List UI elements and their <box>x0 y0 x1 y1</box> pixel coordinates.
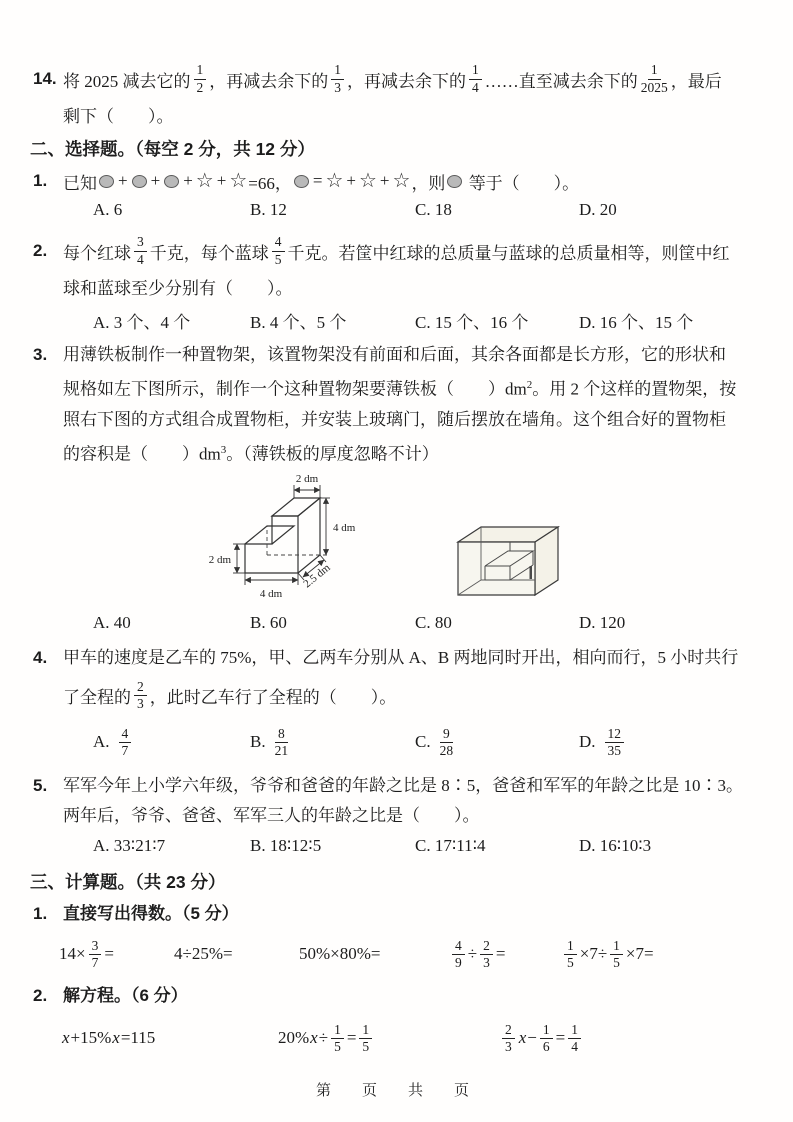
question-3-figures <box>195 473 765 605</box>
solve-question-2 <box>33 981 765 1011</box>
variable-x: x <box>310 1028 318 1048</box>
expression: $\frac{4}{9}$ ÷ $\frac{2}{3}$ = <box>449 939 561 970</box>
dim-label-top: 2 dm <box>295 473 319 486</box>
question-14-line2: 剩下（ ）。 <box>63 107 174 126</box>
question-number: 1. <box>33 171 48 190</box>
option: D. $\frac{12}{35}$ <box>579 727 765 758</box>
question-text: 将 2025 减去它的 <box>63 71 191 91</box>
option: A. 40 <box>93 613 131 633</box>
section-3-title: 三、计算题。（共 23 分） <box>30 872 226 893</box>
calc-question-1 <box>33 899 765 929</box>
circle-icon <box>132 175 147 188</box>
option: A. $\frac{4}{7}$ <box>93 727 250 758</box>
fraction: $\frac{3}{4}$ <box>134 235 147 266</box>
fraction: $\frac{1}{5}$ <box>610 939 623 970</box>
variable-x: x <box>112 1028 120 1048</box>
solve-2-title: 解方程。（6 分） <box>63 986 188 1006</box>
option: B. 18∶12∶5 <box>250 836 322 856</box>
choice-question-5 <box>33 771 765 861</box>
dim-label-right: 4 dm <box>333 522 356 535</box>
circle-icon <box>99 175 114 188</box>
choice-4-options <box>93 717 765 767</box>
choice-5-options <box>93 831 765 861</box>
fraction: $\frac{1}{3}$ <box>331 63 344 94</box>
choice-2-options <box>93 304 765 336</box>
calc-1-title: 直接写出得数。（5 分） <box>63 904 239 924</box>
choice-3-line1: 用薄铁板制作一种置物架，该置物架没有前面和后面，其余各面都是长方形，它的形状和 <box>63 345 726 364</box>
fraction: $\frac{1}{5}$ <box>564 939 577 970</box>
choice-5-line2: 两年后，爷爷、爸爸、军军三人的年龄之比是（ ）。 <box>63 806 480 826</box>
fraction: $\frac{9}{28}$ <box>439 725 454 758</box>
note-text: （薄铁板的厚度忽略不计） <box>243 444 439 464</box>
option: B. 4 个、5 个 <box>250 312 347 332</box>
option: B. 12 <box>250 200 287 219</box>
fraction: $\frac{2}{3}$ <box>134 680 147 711</box>
calc-expressions-row <box>59 929 765 979</box>
circle-icon <box>294 175 309 188</box>
fraction: $\frac{4}{5}$ <box>272 235 285 266</box>
choice-3-line2: 规格如左下图所示，制作一个这种置物架要薄铁板（ ）$dm^2$。用 2 个这样的置物架，按 <box>63 379 737 399</box>
question-text: ……直至减去余下的 <box>484 71 638 91</box>
fraction: $\frac{3}{7}$ <box>89 939 102 970</box>
question-14 <box>33 56 765 132</box>
fraction: $\frac{12}{35}$ <box>605 727 625 758</box>
figure-cabinet-diagram <box>440 513 580 605</box>
footer-page-label: 第 页 共 页 <box>315 1083 477 1099</box>
option: D. 16 个、15 个 <box>579 312 694 332</box>
equation: x +15% x =115 <box>62 1028 156 1048</box>
fraction: $\frac{1}{4}$ <box>568 1023 581 1054</box>
fraction: $\frac{1}{2}$ <box>194 63 207 94</box>
option: C. 15 个、16 个 <box>415 312 529 332</box>
fraction: $\frac{2}{3}$ <box>502 1023 515 1054</box>
dim-label-left: 2 dm <box>208 554 231 567</box>
question-number: 2. <box>33 241 48 260</box>
dim-label-bottom: 4 dm <box>259 588 283 601</box>
choice-question-1 <box>33 166 765 224</box>
expression: 14× $\frac{3}{7}$ = <box>59 937 114 970</box>
fraction: $\frac{1}{6}$ <box>540 1023 553 1054</box>
choice-3-options <box>93 609 765 637</box>
option: D. 16∶10∶3 <box>579 836 652 856</box>
question-number: 2. <box>33 986 48 1006</box>
choice-question-3 <box>33 340 765 469</box>
choice-4-line1: 甲车的速度是乙车的 75%，甲、乙两车分别从 A、B 两地同时开出，相向而行，5 小时共行 <box>63 648 739 668</box>
question-14-line1 <box>63 56 765 102</box>
expression: $\frac{1}{5}$ ×7÷ $\frac{1}{5}$ ×7= <box>561 939 765 970</box>
solve-equations-row <box>61 1011 765 1065</box>
expression: 50%×80%= <box>299 944 381 964</box>
option: A. 33∶21∶7 <box>93 836 166 856</box>
option: B. 60 <box>250 613 287 633</box>
choice-1-options <box>93 196 765 224</box>
option: D. 20 <box>579 200 617 219</box>
star-icon: ☆ <box>195 170 214 192</box>
circle-icon <box>447 175 462 188</box>
question-text: ，最后 <box>670 71 722 91</box>
choice-question-4 <box>33 643 765 767</box>
choice-3-line4: 的容积是（ ）$dm^3$。（薄铁板的厚度忽略不计） <box>63 443 439 464</box>
star-icon: ☆ <box>325 170 344 192</box>
fraction: $\frac{1}{2025}$ <box>640 62 668 95</box>
fraction: $\frac{1}{5}$ <box>359 1023 372 1054</box>
star-icon: ☆ <box>392 170 411 192</box>
option: D. 120 <box>579 613 626 633</box>
choice-5-line1: 军军今年上小学六年级，爷爷和爸爸的年龄之比是 8∶5，爸爸和军军的年龄之比是 10∶3。 <box>63 776 743 796</box>
variable-x: x <box>62 1028 70 1048</box>
variable-x: x <box>518 1028 527 1048</box>
fraction: $\frac{1}{5}$ <box>331 1023 344 1054</box>
figure-shelf-diagram <box>195 473 395 605</box>
option: A. 3 个、4 个 <box>93 312 191 332</box>
fraction: $\frac{2}{3}$ <box>480 939 493 970</box>
fraction: $\frac{1}{4}$ <box>469 63 482 94</box>
choice-3-line3: 照右下图的方式组合成置物柜，并安装上玻璃门，随后摆放在墙角。这个组合好的置物柜 <box>63 409 726 429</box>
question-number: 3. <box>33 345 48 364</box>
fraction: $\frac{8}{21}$ <box>274 725 289 758</box>
option: B. $\frac{8}{21}$ <box>250 725 289 758</box>
equation: 20% x ÷ $\frac{1}{5}$ = $\frac{1}{5}$ <box>278 1023 499 1054</box>
dim-label-depth: 2.5 dm <box>301 562 333 591</box>
section-2-title: 二、选择题。（每空 2 分，共 12 分） <box>30 139 315 159</box>
choice-2-stem-line2: 球和蓝球至少分别有（ ）。 <box>63 279 293 298</box>
fraction: $\frac{4}{7}$ <box>119 727 132 758</box>
star-icon: ☆ <box>358 170 377 192</box>
choice-2-stem-line1: 每个红球 $\frac{3}{4}$ 千克，每个蓝球 $\frac{4}{5}$ 千克。若筐中红球的总质量与蓝球的总质量相等，则筐中红 <box>63 234 730 267</box>
circle-icon <box>164 175 179 188</box>
choice-4-line2: 了全程的 $\frac{2}{3}$ ，此时乙车行了全程的（ ）。 <box>63 678 397 711</box>
option: A. 6 <box>93 200 123 219</box>
fraction: $\frac{4}{9}$ <box>452 939 465 970</box>
choice-1-stem: 已知 + + + ☆ + ☆ =66， = ☆ + ☆ + ☆ ，则 等于（ ）。 <box>63 170 580 193</box>
choice-3-options-row <box>33 609 765 637</box>
superscript: 3 <box>220 443 227 456</box>
option: C. 80 <box>415 613 452 633</box>
question-text: ，再减去余下的 <box>209 71 329 91</box>
option: C. 17∶11∶4 <box>415 836 486 856</box>
question-number: 1. <box>33 904 48 924</box>
option: C. 18 <box>415 200 452 219</box>
question-number: 5. <box>33 776 48 796</box>
star-icon: ☆ <box>229 170 248 192</box>
equation: $\frac{2}{3}$ x − $\frac{1}{6}$ = $\frac{1}{4}$ <box>499 1023 765 1054</box>
question-number: 4. <box>33 648 48 668</box>
option: C. $\frac{9}{28}$ <box>415 725 454 758</box>
question-text: ，再减去余下的 <box>347 71 466 91</box>
superscript: 2 <box>526 379 533 391</box>
expression: 4÷25%= <box>174 944 233 964</box>
question-14-number: 14. <box>33 69 57 88</box>
door-handle <box>530 566 533 579</box>
choice-question-2 <box>33 228 765 336</box>
